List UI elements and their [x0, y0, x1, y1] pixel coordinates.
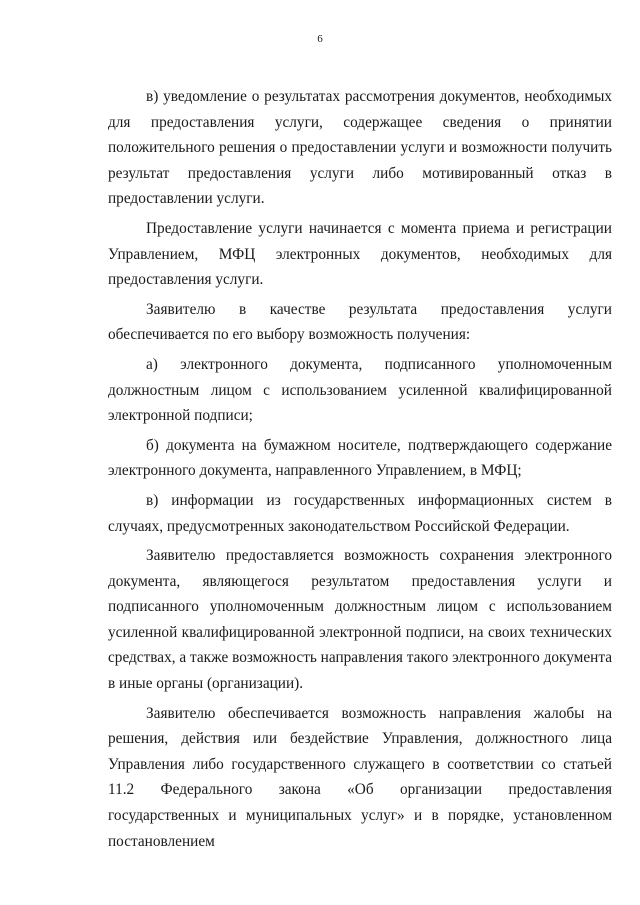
document-body — [108, 84, 612, 858]
paragraph-option-c: в) информации из государственных информационных систем в случаях, предусмотренных законодательством Российской Федерации. — [108, 491, 612, 535]
paragraph-notification: в) уведомление о результатах рассмотрения документов, необходимых для предоставления услуги, содержащее сведения о принятии положительного решения о предоставлении услуги и возможности получить результат предоставления услуги либо мотивированный отказ в предоставлении услуги. — [108, 88, 612, 208]
paragraph-complaint: Заявителю обеспечивается возможность направления жалобы на решения, действия или бездействие Управления, должностного лица Управления либо государственного служащего в соответствии со статьей 11.2 Федерального закона «Об организации предоставления государственных и муниципальных услуг» и в порядке, установленном постановлением — [108, 704, 612, 850]
paragraph-save-document: Заявителю предоставляется возможность сохранения электронного документа, являющегося результатом предоставления услуги и подписанного уполномоченным должностным лицом с использованием усиленной квалифицированной электронной подписи, на своих технических средствах, а также возможность направления такого электронного документа в иные органы (организации). — [108, 547, 612, 693]
paragraph-option-b: б) документа на бумажном носителе, подтверждающего содержание электронного документа, направленного Управлением, в МФЦ; — [108, 436, 612, 480]
paragraph-option-a: а) электронного документа, подписанного уполномоченным должностным лицом с использованием усиленной квалифицированной электронной подписи; — [108, 355, 612, 425]
paragraph-result-options: Заявителю в качестве результата предоставления услуги обеспечивается по его выбору возможность получения: — [108, 300, 612, 344]
page-number: 6 — [317, 33, 323, 45]
paragraph-service-start: Предоставление услуги начинается с момента приема и регистрации Управлением, МФЦ электронных документов, необходимых для предоставления услуги. — [108, 219, 612, 289]
